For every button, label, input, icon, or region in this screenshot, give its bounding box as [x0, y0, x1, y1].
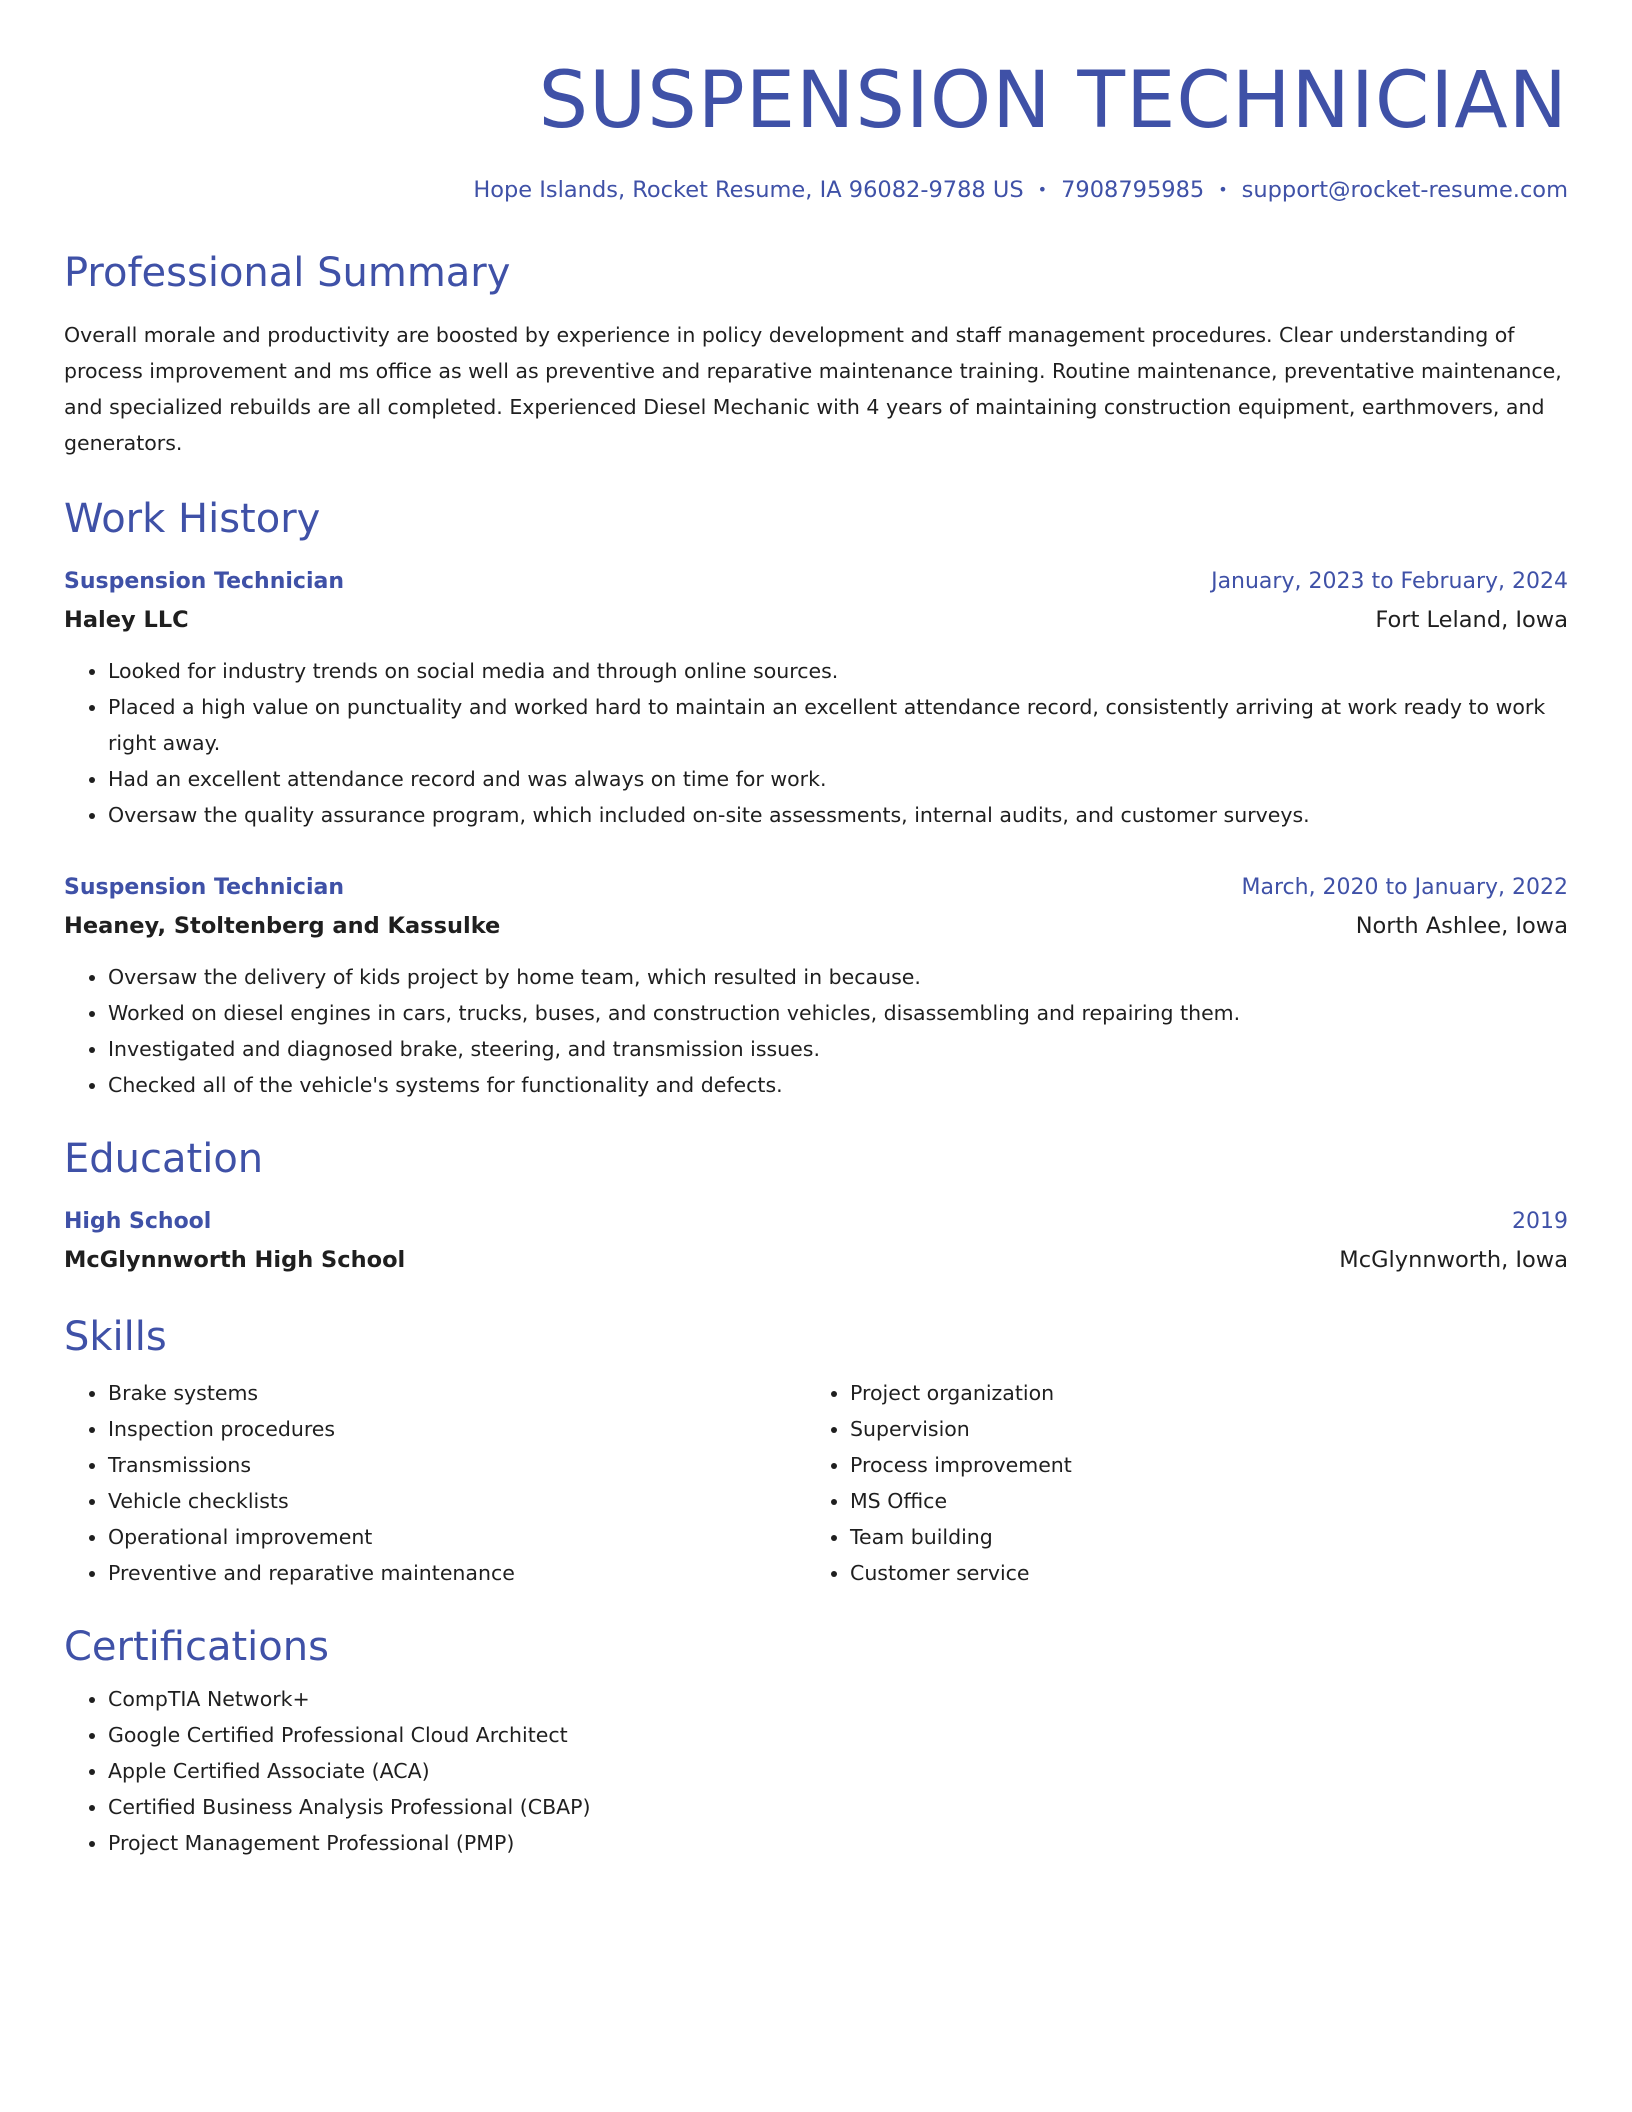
job-company: Heaney, Stoltenberg and Kassulke: [64, 913, 501, 939]
section-title-work-history: Work History: [64, 496, 321, 542]
skill-item: • Brake systems: [108, 1375, 806, 1411]
skills-list-right: [806, 1375, 1548, 1591]
education-degree: High School: [64, 1209, 212, 1234]
job-bullet: • Looked for industry trends on social media and through online sources.: [108, 653, 1568, 689]
job-dates: January, 2023 to February, 2024: [1211, 569, 1568, 594]
certification-item: • CompTIA Network+: [108, 1681, 1568, 1717]
resume-header: [64, 0, 1568, 203]
job-entry: [64, 869, 1568, 1103]
certification-item: • Google Certified Professional Cloud Architect: [108, 1717, 1568, 1753]
job-role: Suspension Technician: [64, 875, 345, 900]
certification-item: • Certified Business Analysis Professional (CBAP): [108, 1789, 1568, 1825]
summary-text: Overall morale and productivity are boosted by experience in policy development and staff management procedures. Clear understanding of process improvement and ms office as well as preventive and reparative maintenance training. Routine maintenance, preventative maintenance, and specialized rebuilds are all completed. Experienced Diesel Mechanic with 4 years of maintaining construction equipment, earthmovers, and generators.: [64, 323, 1562, 455]
education-year: 2019: [1512, 1209, 1568, 1234]
skill-item: • Transmissions: [108, 1447, 806, 1483]
job-bullet: • Oversaw the delivery of kids project by home team, which resulted in because.: [108, 959, 1568, 995]
section-title-skills: Skills: [64, 1314, 167, 1360]
section-title-certifications: Certifications: [64, 1624, 329, 1670]
skill-item: • Process improvement: [850, 1447, 1548, 1483]
job-bullet: • Checked all of the vehicle's systems for functionality and defects.: [108, 1067, 1568, 1103]
job-bullets: [64, 653, 1568, 833]
job-location: Fort Leland, Iowa: [1375, 607, 1568, 633]
skill-item: • Team building: [850, 1519, 1548, 1555]
education-location: McGlynnworth, Iowa: [1339, 1247, 1568, 1273]
job-bullet: • Worked on diesel engines in cars, trucks, buses, and construction vehicles, disassembling and repairing them.: [108, 995, 1568, 1031]
job-bullet: • Investigated and diagnosed brake, steering, and transmission issues.: [108, 1031, 1568, 1067]
skills-grid: [64, 1375, 1568, 1591]
education-school: McGlynnworth High School: [64, 1247, 406, 1273]
contact-separator: •: [1037, 180, 1048, 199]
contact-address: Hope Islands, Rocket Resume, IA 96082-9788 US: [473, 177, 1024, 203]
certification-item: • Apple Certified Associate (ACA): [108, 1753, 1568, 1789]
contact-phone: 7908795985: [1061, 177, 1205, 203]
job-bullet: • Had an excellent attendance record and was always on time for work.: [108, 761, 1568, 797]
section-title-summary: Professional Summary: [64, 250, 511, 296]
job-bullets: [64, 959, 1568, 1103]
job-company: Haley LLC: [64, 607, 189, 633]
skill-item: • Inspection procedures: [108, 1411, 806, 1447]
skill-item: • Project organization: [850, 1375, 1548, 1411]
job-entry: [64, 563, 1568, 833]
section-title-education: Education: [64, 1136, 264, 1182]
job-dates: March, 2020 to January, 2022: [1241, 875, 1568, 900]
certifications-list: [64, 1681, 1568, 1861]
skill-item: • Supervision: [850, 1411, 1548, 1447]
contact-email: support@rocket-resume.com: [1241, 177, 1568, 203]
skill-item: • Vehicle checklists: [108, 1483, 806, 1519]
contact-line: [64, 177, 1568, 203]
skill-item: • Customer service: [850, 1555, 1548, 1591]
candidate-name: SUSPENSION TECHNICIAN: [538, 56, 1568, 146]
skill-item: • Operational improvement: [108, 1519, 806, 1555]
contact-separator: •: [1218, 180, 1228, 199]
job-role: Suspension Technician: [64, 569, 345, 594]
job-bullet: • Oversaw the quality assurance program, which included on-site assessments, internal audits, and customer surveys.: [108, 797, 1568, 833]
job-bullet: • Placed a high value on punctuality and worked hard to maintain an excellent attendance record, consistently arriving at work ready to work right away.: [108, 689, 1568, 761]
skills-list-left: [64, 1375, 806, 1591]
skill-item: • MS Office: [850, 1483, 1548, 1519]
certification-item: • Project Management Professional (PMP): [108, 1825, 1568, 1861]
job-location: North Ashlee, Iowa: [1355, 913, 1568, 939]
education-entry: [64, 1203, 1568, 1279]
skill-item: • Preventive and reparative maintenance: [108, 1555, 806, 1591]
